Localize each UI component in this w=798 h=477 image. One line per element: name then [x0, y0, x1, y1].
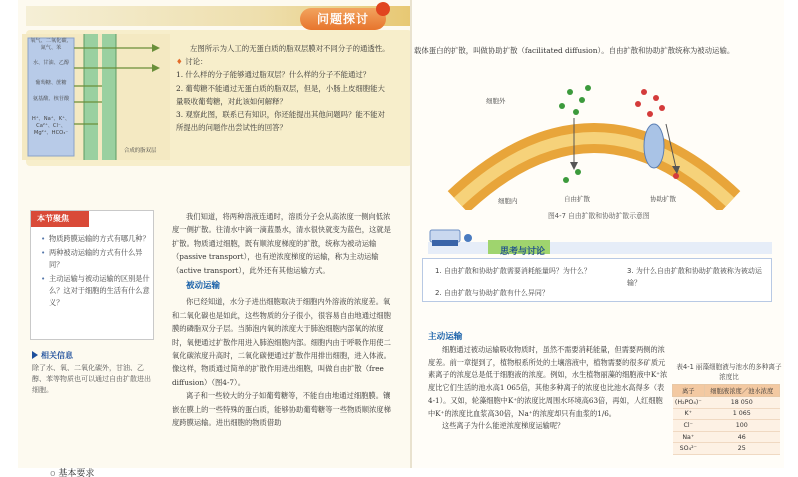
paragraph-facilitated-start: 离子和一些较大的分子如葡萄糖等，不能自由地通过细胞膜。镶嵌在膜上的一些特殊的蛋白质，能够协助葡萄糖等一些物质顺浓度梯度跨膜运输。进出细胞的物质借助 [172, 391, 391, 428]
section-focus-title: 本节聚焦 [31, 211, 89, 227]
label-cell-inside: 细胞内 [498, 197, 518, 205]
related-info-title: 相关信息 [41, 351, 73, 360]
tag-dot-icon [376, 2, 390, 16]
table-row [673, 397, 780, 409]
paragraph-active-question: 这些离子为什么能逆浓度梯度运输呢？ [442, 421, 565, 431]
label-facilitated-diffusion: 协助扩散 [650, 195, 676, 203]
discussion-q1: 1. 什么样的分子能够通过脂双层？什么样的分子不能通过？ [176, 70, 371, 80]
footer-line [50, 466, 94, 477]
think-q1: 1. 自由扩散和协助扩散需要消耗能量吗？为什么？ [435, 267, 591, 275]
think-discuss-box [422, 258, 772, 302]
paragraph-active-transport: 细胞通过被动运输吸收物质时，虽然不需要消耗能量，但需要两侧的浓度差。前一章提到了，植物根系所处的土壤溶液中，植物需要的很多矿质元素离子的浓度总是低于细胞液的浓度。例如，水生植物丽藻的细胞液中K⁺浓度比它们生活的池水高1 065倍，其他多种离子的浓度也比池水高得多（表4-1）。又如，轮藻细胞中K⁺的浓度比周围水环境高63倍，再如，人红细胞中K⁺的浓度比血浆高30倍，Na⁺的浓度却只有血浆的1/6。 [428, 345, 668, 418]
figure-label-small-polar: 水、甘油、乙醇 [32, 60, 70, 66]
heading-passive-transport: 被动运输 [186, 281, 221, 292]
paragraph-free-diffusion: 你已经知道，水分子进出细胞取决于细胞内外溶液的浓度差。氧和二氧化碳也是如此，这些物质的分子很小，很容易自由地通过细胞膜的磷脂双分子层。当肺泡内氧的浓度大于肺泡细胞内部氧的浓度时，氧便通过扩散作用进入肺泡细胞内部。细胞内由于呼吸作用使二氧化碳浓度升高时，二氧化碳便通过扩散作用排出细胞，进入体液。像这样，物质通过简单的扩散作用进出细胞，叫做自由扩散（free diffusion）（图4-7）。 [172, 297, 391, 387]
table-cell: 18 050 [704, 397, 779, 409]
think-discuss-header [428, 228, 772, 256]
diffusion-diagram [438, 84, 750, 210]
paragraph-diffusion-intro: 我们知道，将两种溶液连通时，溶质分子会从高浓度一侧向低浓度一侧扩散。往清水中滴一滴蓝墨水，清水很快就变为蓝色，这就是扩散。物质通过细胞，既有顺浓度梯度的扩散，统称为被动运输（passive transport），也有逆浓度梯度的运输，称为主动运输（active transport），此外还有其他运输方式。 [172, 212, 391, 275]
table-cell: Cl⁻ [673, 420, 705, 432]
footer-marker: o [50, 469, 56, 477]
discussion-intro: 左图所示为人工的无蛋白质的脂双层膜对不同分子的通透性。 [190, 44, 390, 53]
table-cell: Na⁺ [673, 431, 705, 443]
right-top-text: 载体蛋白的扩散，叫做协助扩散（facilitated diffusion）。自由扩散和协助扩散统称为被动运输。 [414, 46, 735, 55]
section-focus-box [30, 210, 154, 340]
table-cell: 1 065 [704, 408, 779, 420]
discussion-q2: 2. 葡萄糖不能通过无蛋白质的脂双层，但是，小肠上皮细胞能大量吸收葡萄糖，对此该如何解释？ [176, 83, 385, 106]
left-main-text [172, 210, 394, 430]
focus-item: • 物质跨膜运输的方式有哪几种？ [41, 233, 151, 245]
arrow-right-icon [32, 351, 38, 359]
table-row [673, 443, 780, 455]
table-cell: K⁺ [673, 408, 705, 420]
figure-label-ions: H⁺、Na⁺、K⁺、Ca²⁺、Cl⁻、Mg²⁺、HCO₃⁻ [31, 116, 71, 136]
table-cell: 25 [704, 443, 779, 455]
footer-text: 基本要求 [58, 469, 95, 477]
think-q3: 3. 为什么自由扩散和协助扩散被称为被动运输？ [627, 267, 762, 287]
table-4-1-caption: 表4-1 丽藻细胞液与池水的多种离子浓度比 [676, 363, 782, 381]
table-row [673, 408, 780, 420]
label-cell-outside: 细胞外 [486, 97, 506, 105]
table-header-row [673, 385, 780, 397]
figure-label-amino-acids: 氨基酸、核苷酸 [32, 96, 70, 102]
figure-4-7-caption: 图4-7 自由扩散和协助扩散示意图 [548, 212, 650, 220]
discussion-text [176, 42, 390, 134]
think-discuss-title: 思考与讨论 [500, 247, 546, 257]
ion-concentration-table [672, 384, 780, 455]
table-header-ion: 离子 [673, 385, 705, 397]
figure-label-gases: 氧气、二氧化碳、氮气、苯 [30, 38, 72, 51]
figure-caption-bilayer: 合成的脂双层 [124, 148, 157, 154]
related-info [32, 350, 152, 396]
problem-discussion-tag: 问题探讨 [300, 8, 386, 30]
table-cell: 100 [704, 420, 779, 432]
section-focus-list [41, 233, 151, 311]
heading-active-transport: 主动运输 [428, 332, 463, 342]
focus-item: • 两种被动运输的方式有什么异同？ [41, 247, 151, 271]
discussion-heading: 讨论： [185, 57, 208, 67]
related-info-text: 除了水、氧、二氧化碳外，甘油、乙醇、苯等物质也可以通过自由扩散进出细胞。 [32, 364, 151, 394]
table-row [673, 431, 780, 443]
think-q2: 2. 自由扩散与协助扩散有什么异同？ [435, 289, 549, 297]
active-transport-text [428, 344, 668, 433]
table-cell: SO₄²⁻ [673, 443, 705, 455]
table-cell: 46 [704, 431, 779, 443]
discussion-bullet-icon: ♦ [176, 57, 186, 67]
table-header-ratio: 细胞液浓度／池水浓度 [704, 385, 779, 397]
table-row [673, 420, 780, 432]
discussion-q3: 3. 观察此图，联系已有知识，你还能提出其他问题吗？能不能对所提出的问题作出尝试性的回答？ [176, 110, 385, 133]
figure-label-sugars: 葡萄糖、蔗糖 [35, 80, 67, 86]
label-free-diffusion: 自由扩散 [564, 195, 590, 203]
table-cell: (H₂PO₄)⁻ [673, 397, 705, 409]
focus-item: • 主动运输与被动运输的区别是什么？这对于细胞的生活有什么意义？ [41, 273, 151, 309]
